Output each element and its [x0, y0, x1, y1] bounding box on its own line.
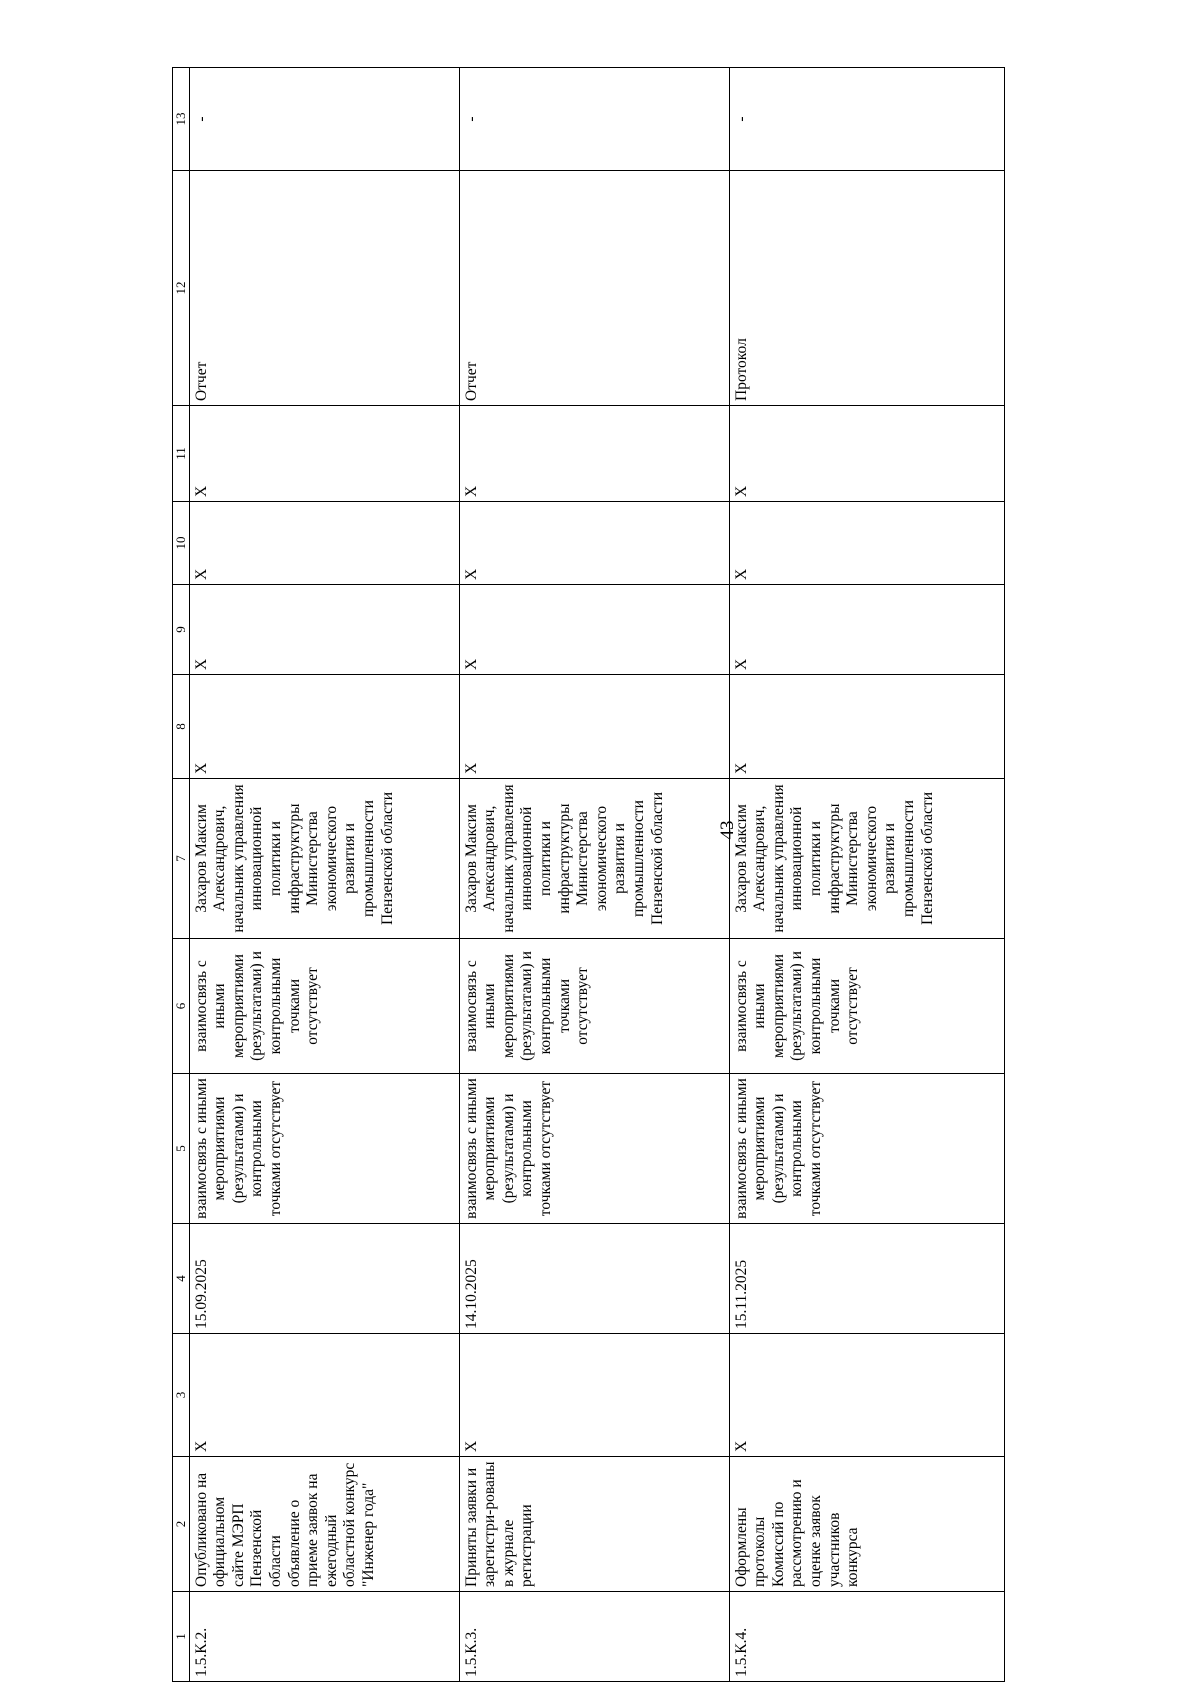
header-cell-5: 5 — [173, 1074, 190, 1224]
row-2-col9: Х — [459, 585, 729, 675]
row-2-col6: взаимосвязь с иными мероприятиями (результатами) и контрольными точками отсутствует — [459, 939, 729, 1074]
row-3-col5: взаимосвязь с иными мероприятиями (результатами) и контрольными точками отсутствует — [729, 1074, 1004, 1224]
row-1-col5: взаимосвязь с иными мероприятиями (результатами) и контрольными точками отсутствует — [189, 1074, 459, 1224]
row-1-col9: Х — [189, 585, 459, 675]
row-3-responsible: Захаров Максим Александрович, начальник управления инновационной политики и инфраструктуры Министерства экономического развития и промышленности Пензенской области — [729, 779, 1004, 939]
row-1-col8: Х — [189, 675, 459, 779]
row-3-date: 15.11.2025 — [729, 1224, 1004, 1334]
header-cell-9: 9 — [173, 585, 190, 675]
row-3-description: Оформлены протоколы Комиссий по рассмотрению и оценке заявок участников конкурса — [729, 1457, 1004, 1592]
row-3-col6: взаимосвязь с иными мероприятиями (результатами) и контрольными точками отсутствует — [729, 939, 1004, 1074]
row-3-col10: Х — [729, 502, 1004, 585]
header-cell-3: 3 — [173, 1334, 190, 1457]
row-2-col8: Х — [459, 675, 729, 779]
table-row — [189, 68, 459, 1682]
row-1-col10: Х — [189, 502, 459, 585]
header-cell-4: 4 — [173, 1224, 190, 1334]
row-3-col9: Х — [729, 585, 1004, 675]
rotated-table-container — [172, 68, 1012, 1682]
row-2-col11: Х — [459, 406, 729, 502]
row-3-col11: Х — [729, 406, 1004, 502]
table-row — [459, 68, 729, 1682]
table-row — [729, 68, 1004, 1682]
control-points-table — [172, 67, 1005, 1682]
header-cell-2: 2 — [173, 1457, 190, 1592]
header-cell-10: 10 — [173, 502, 190, 585]
row-1-responsible: Захаров Максим Александрович, начальник управления инновационной политики и инфраструктуры Министерства экономического развития и промышленности Пензенской области — [189, 779, 459, 939]
row-1-description: Опубликовано на официальном сайте МЭРП Пензенской области объявление о приеме заявок на ежегодный областной конкурс "Инженер года" — [189, 1457, 459, 1592]
row-2-document: Отчет — [459, 171, 729, 406]
row-3-col3: Х — [729, 1334, 1004, 1457]
row-2-col10: Х — [459, 502, 729, 585]
row-2-number: 1.5.К.3. — [459, 1592, 729, 1682]
row-1-number: 1.5.К.2. — [189, 1592, 459, 1682]
row-1-date: 15.09.2025 — [189, 1224, 459, 1334]
row-2-col13: - — [459, 68, 729, 171]
header-cell-6: 6 — [173, 939, 190, 1074]
row-3-number: 1.5.К.4. — [729, 1592, 1004, 1682]
header-cell-12: 12 — [173, 171, 190, 406]
row-2-col3: Х — [459, 1334, 729, 1457]
row-1-document: Отчет — [189, 171, 459, 406]
row-1-col13: - — [189, 68, 459, 171]
page-number-text: 43 — [717, 820, 738, 840]
row-1-col11: Х — [189, 406, 459, 502]
row-2-responsible: Захаров Максим Александрович, начальник управления инновационной политики и инфраструктуры Министерства экономического развития и промышленности Пензенской области — [459, 779, 729, 939]
header-cell-8: 8 — [173, 675, 190, 779]
row-2-col5: взаимосвязь с иными мероприятиями (результатами) и контрольными точками отсутствует — [459, 1074, 729, 1224]
row-3-document: Протокол — [729, 171, 1004, 406]
row-3-col13: - — [729, 68, 1004, 171]
header-cell-11: 11 — [173, 406, 190, 502]
row-2-date: 14.10.2025 — [459, 1224, 729, 1334]
row-1-col6: взаимосвязь с иными мероприятиями (результатами) и контрольными точками отсутствует — [189, 939, 459, 1074]
row-1-col3: Х — [189, 1334, 459, 1457]
row-2-description: Приняты заявки и зарегистри-рованы в журнале регистрации — [459, 1457, 729, 1592]
row-3-col8: Х — [729, 675, 1004, 779]
header-cell-13: 13 — [173, 68, 190, 171]
header-cell-1: 1 — [173, 1592, 190, 1682]
header-cell-7: 7 — [173, 779, 190, 939]
table-header-row — [173, 68, 190, 1682]
